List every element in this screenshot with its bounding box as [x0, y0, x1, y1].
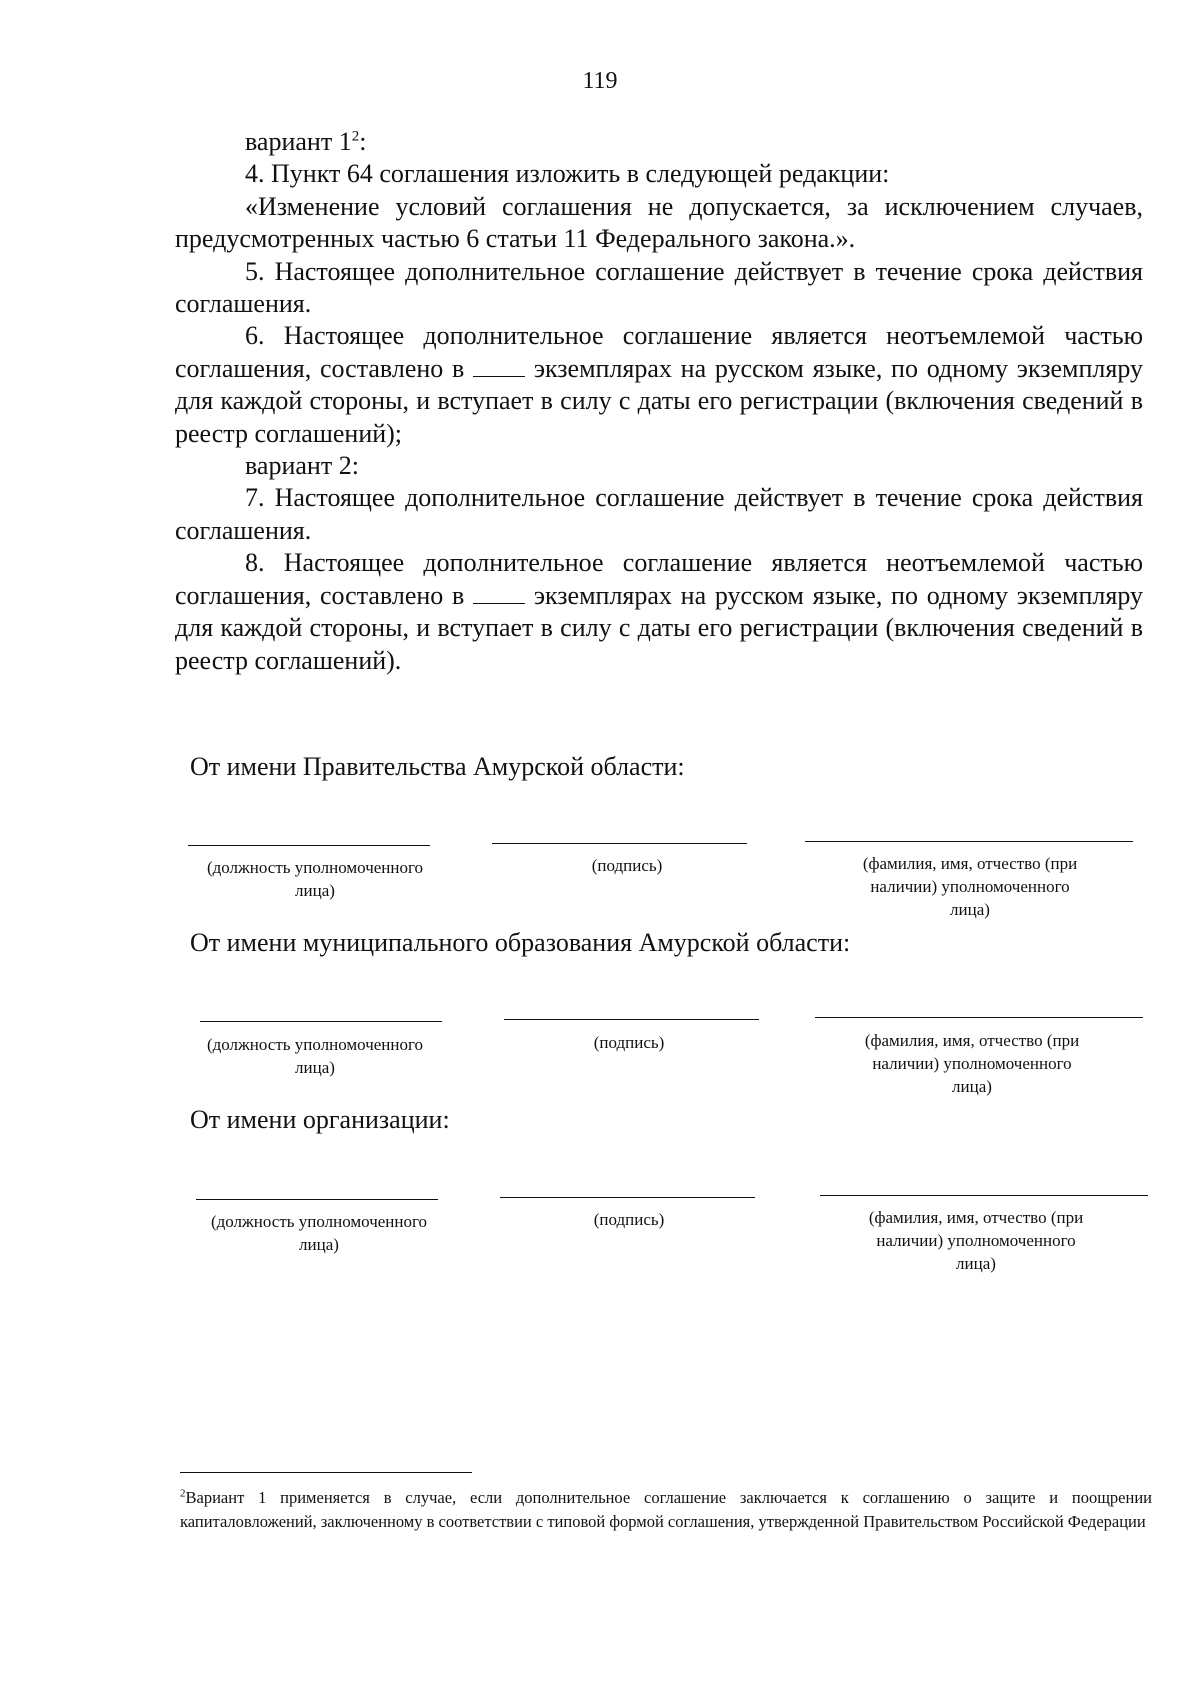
signature-heading-organization: От имени организации: — [190, 1105, 450, 1134]
document-body — [175, 126, 1143, 677]
signature-caption: (подпись) — [593, 1033, 665, 1052]
name-caption: (фамилия, имя, отчество (при наличии) уполномоченного лица) — [862, 854, 1078, 919]
signature-line-signature — [504, 1019, 759, 1020]
signature-line-position — [188, 845, 430, 846]
signature-line-signature — [492, 843, 747, 844]
signature-heading-municipality: От имени муниципального образования Амурской области: — [190, 928, 851, 957]
signature-line-position — [196, 1199, 438, 1200]
signature-line-name — [815, 1017, 1143, 1018]
position-caption: (должность уполномоченного лица) — [210, 1212, 428, 1254]
page-number: 119 — [582, 68, 618, 94]
paragraph-8: 8. Настоящее дополнительное соглашение является неотъемлемой частью соглашения, составлено в экземплярах на русском языке, по одному экземпляру для каждой стороны, и вступает в силу с даты его регистрации (включения сведений в реестр соглашений). — [175, 548, 1144, 675]
paragraph-4-quote: «Изменение условий соглашения не допускается, за исключением случаев, предусмотренных частью 6 статьи 11 Федерального закона.». — [175, 191, 1143, 254]
footnote — [180, 1486, 1152, 1534]
footnote-separator — [180, 1472, 472, 1473]
paragraph-7: 7. Настоящее дополнительное соглашение действует в течение срока действия соглашения. — [175, 483, 1143, 545]
position-caption: (должность уполномоченного лица) — [206, 858, 424, 900]
paragraph-6: 6. Настоящее дополнительное соглашение является неотъемлемой частью соглашения, составлено в экземплярах на русском языке, по одному экземпляру для каждой стороны, и вступает в силу с даты его регистрации (включения сведений в реестр соглашений); — [175, 321, 1144, 448]
paragraph-4: 4. Пункт 64 соглашения изложить в следующей редакции: — [245, 159, 890, 189]
signature-heading-government: От имени Правительства Амурской области: — [190, 752, 685, 781]
copies-blank — [473, 583, 525, 604]
copies-blank — [473, 356, 525, 377]
signature-line-name — [805, 841, 1133, 842]
name-caption: (фамилия, имя, отчество (при наличии) уполномоченного лица) — [864, 1031, 1080, 1096]
footnote-ref: 2 — [351, 128, 360, 145]
signature-caption: (подпись) — [593, 1210, 665, 1229]
footnote-marker: 2 — [180, 1487, 186, 1500]
variant-1-label: вариант $1^2$: — [245, 127, 367, 156]
name-caption: (фамилия, имя, отчество (при наличии) уполномоченного лица) — [868, 1208, 1084, 1273]
signature-line-position — [200, 1021, 442, 1022]
position-caption: (должность уполномоченного лица) — [206, 1035, 424, 1077]
signature-caption: (подпись) — [591, 856, 663, 875]
signature-line-signature — [500, 1197, 755, 1198]
variant-2-label: вариант 2: — [245, 451, 359, 481]
signature-line-name — [820, 1195, 1148, 1196]
footnote-text: Вариант 1 применяется в случае, если дополнительное соглашение заключается к соглашению о защите и поощрении капиталовложений, заключенному в соответствии с типовой формой соглашения, утвержденной Правительством Российской Федерации — [180, 1488, 1152, 1531]
paragraph-5: 5. Настоящее дополнительное соглашение действует в течение срока действия соглашения. — [175, 256, 1143, 319]
